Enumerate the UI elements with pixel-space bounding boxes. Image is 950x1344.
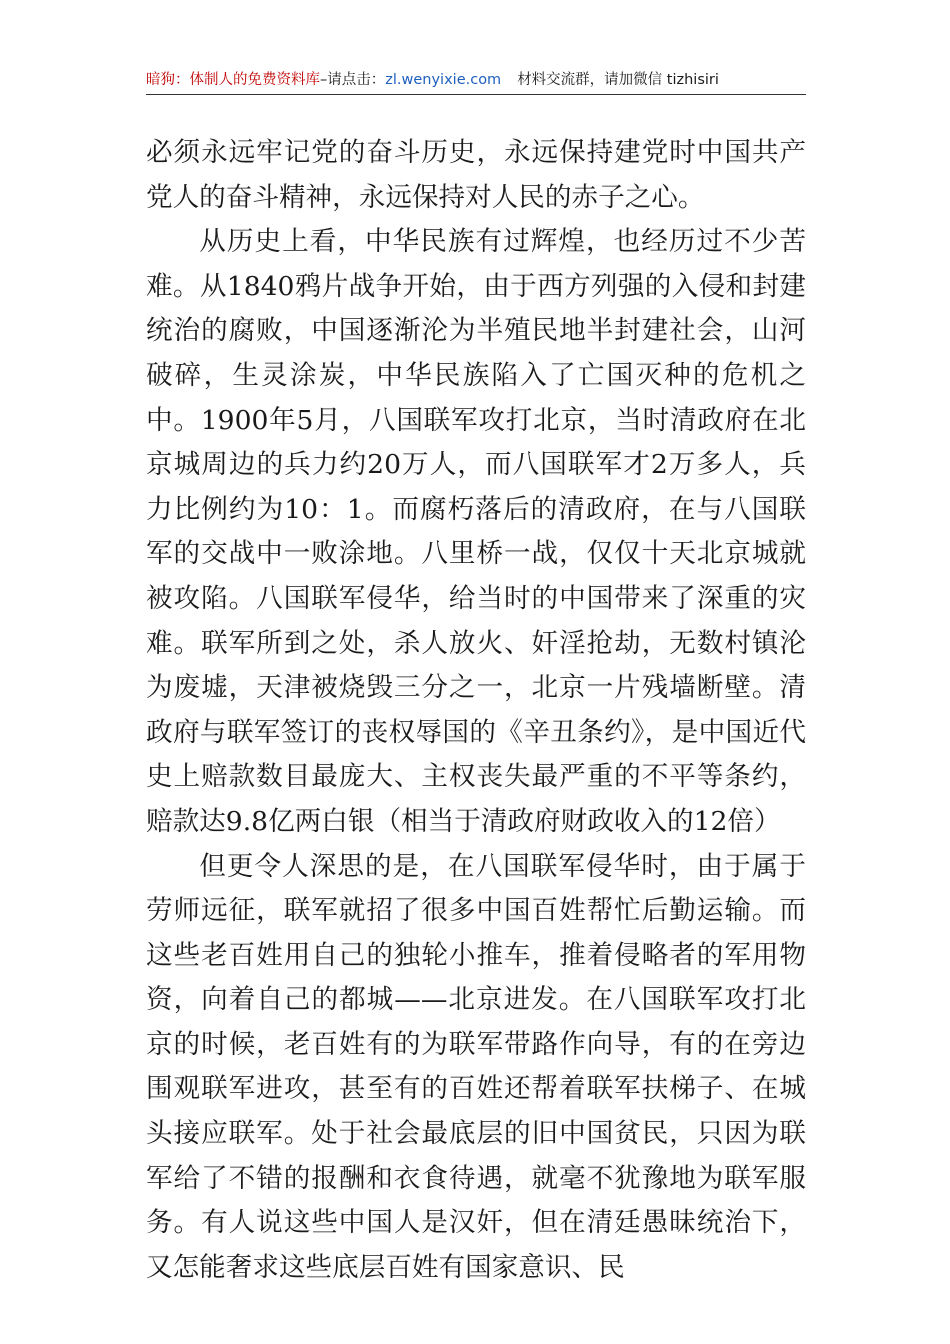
page-header — [146, 66, 806, 95]
header-group-note: 材料交流群，请加微信 tizhisiri — [517, 72, 719, 88]
document-body — [146, 131, 806, 1290]
header-brand[interactable]: 暗狗：体制人的免费资料库 — [146, 72, 320, 88]
paragraph-reflection: 但更令人深思的是，在八国联军侵华时，由于属于劳师远征，联军就招了很多中国百姓帮忙后勤运输。而这些老百姓用自己的独轮小推车，推着侵略者的军用物资，向着自己的都城——北京进发。在八国联军攻打北京的时候，老百姓有的为联军带路作向导，有的在旁边围观联军进攻，甚至有的百姓还帮着联军扶梯子、在城头接应联军。处于社会最底层的旧中国贫民，只因为联军给了不错的报酬和衣食待遇，就毫不犹豫地为联军服务。有人说这些中国人是汉奸，但在清廷愚昧统治下，又怎能奢求这些底层百姓有国家意识、民 — [146, 850, 806, 1283]
paragraph-history: 从历史上看，中华民族有过辉煌，也经历过不少苦难。从1840鸦片战争开始，由于西方列强的入侵和封建统治的腐败，中国逐渐沦为半殖民地半封建社会，山河破碎，生灵涂炭，中华民族陷入了亡国灭种的危机之中。1900年5月，八国联军攻打北京，当时清政府在北京城周边的兵力约20万人，而八国联军才2万多人，兵力比例约为10：1。而腐朽落后的清政府，在与八国联军的交战中一败涂地。八里桥一战，仅仅十天北京城就被攻陷。八国联军侵华，给当时的中国带来了深重的灾难。联军所到之处，杀人放火、奸淫抢劫，无数村镇沦为废墟，天津被烧毁三分之一，北京一片残墙断壁。清政府与联军签订的丧权辱国的《辛丑条约》，是中国近代史上赔款数目最庞大、主权丧失最严重的不平等条约，赔款达9.8亿两白银（相当于清政府财政收入的12倍） — [146, 226, 806, 837]
header-prompt: –请点击： — [320, 72, 386, 88]
paragraph-continuation: 必须永远牢记党的奋斗历史，永远保持建党时中国共产党人的奋斗精神，永远保持对人民的赤子之心。 — [146, 137, 806, 213]
header-link[interactable]: zl.wenyixie.com — [385, 72, 502, 88]
